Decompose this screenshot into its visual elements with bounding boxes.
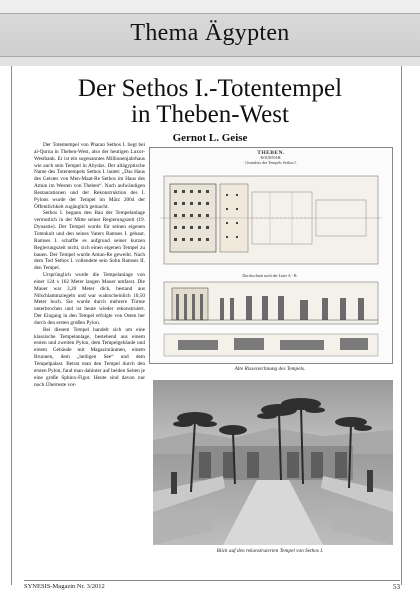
footer-divider [24, 580, 400, 581]
temple-photo-image [153, 380, 393, 545]
temple-photo [153, 380, 393, 545]
plan-subtitle: Grundriss des Tempels Sethos I. [245, 159, 297, 165]
temple-plan-figure [149, 147, 393, 364]
paragraph: Sethos I. begann den Bau der Tempelanlage vermutlich in der Mitte seiner Regierungszeit (19. Dynastie). Der Tempel wurde für seinen eigenen Totenkult und den seines Vaters Ramses I. gebaut. Ramses I. schaffte es aufgrund seiner kurzen Regierungszeit nicht, sich einen eigenen Tempel zu bauen. Der Tempel wurde Amun-Re geweiht. Nach dem Tod Sethos I. vollendete sein Sohn Ramses II. den Tempel. [34, 210, 145, 272]
title-line-1: Der Sethos I.-Totentempel [77, 75, 343, 102]
paragraph: Ursprünglich wurde die Tempelanlage von einer 124 x 162 Meter langen Mauer umfasst. Die Mauer war 3,20 Meter dick, bestand aus Nilschlammziegeln und war wahrscheinlich 10,50 Meter hoch. Sie wurde durch mehrere Türme unterbrochen und ist heute wieder rekonstruiert. Der Eingang in den Tempel erfolgte von Osten her durch den ersten großen Pylon. [34, 272, 145, 326]
paragraph: Bei diesem Tempel handelt sich um eine klassische Tempelanlage, bestehend aus einem ersten und zweiten Pylon, dem Tempelgebäude und einem Gebäude mit Magazinräumen, einem Brunnen, dem „heiligen See“ und dem Tempelpalast. Betrat man den Tempel durch den ersten Pylon, fand man dahinter auf beiden Seiten je eine große Sphinx-Figur. Heute sind davon nur noch Überreste vor- [34, 326, 145, 388]
figure1-caption: Alte Rissezeichnung des Tempels. [234, 366, 306, 372]
section-title: Thema Ägypten [130, 20, 290, 46]
article-title [20, 76, 400, 128]
plan-subheading: KOURNAH. [260, 154, 282, 160]
paragraph: Der Totentempel von Pharao Sethos I. liegt bei al-Qurna in Theben-West, also der heutigen Luxor-Westbank. Er ist ein sogenanntes Millionenjahrhaus wie auch sein Tempel in Abydos. Der altägyptische Name des Totentempels Sethos I. lautet: „Das Haus des Geistes von Men-Maat-Re Sethos im Haus des Amun im Westen von Theben“. Nach aufwändigen Restaurationen und der Rekonstruktion des I. Pylons wurde der Tempel im März 2004 der Öffentlichkeit zugänglich gemacht. [34, 142, 145, 210]
plan-section-label: Durchschnitt nach der Linie A - B. [242, 273, 298, 278]
footer-publication: SYNESIS-Magazin Nr. 3/2012 [24, 583, 105, 590]
figure2-caption: Blick auf den rekonstruierten Tempel von Sethos I. [216, 548, 324, 554]
page-number: 53 [393, 583, 400, 591]
title-line-2: in Theben-West [131, 101, 289, 128]
plan-heading [220, 151, 322, 165]
body-text [34, 142, 145, 580]
temple-plan-drawing [150, 148, 392, 363]
plan-title: THEBEN. [257, 150, 285, 156]
author-name: Gernot L. Geise [172, 132, 248, 144]
